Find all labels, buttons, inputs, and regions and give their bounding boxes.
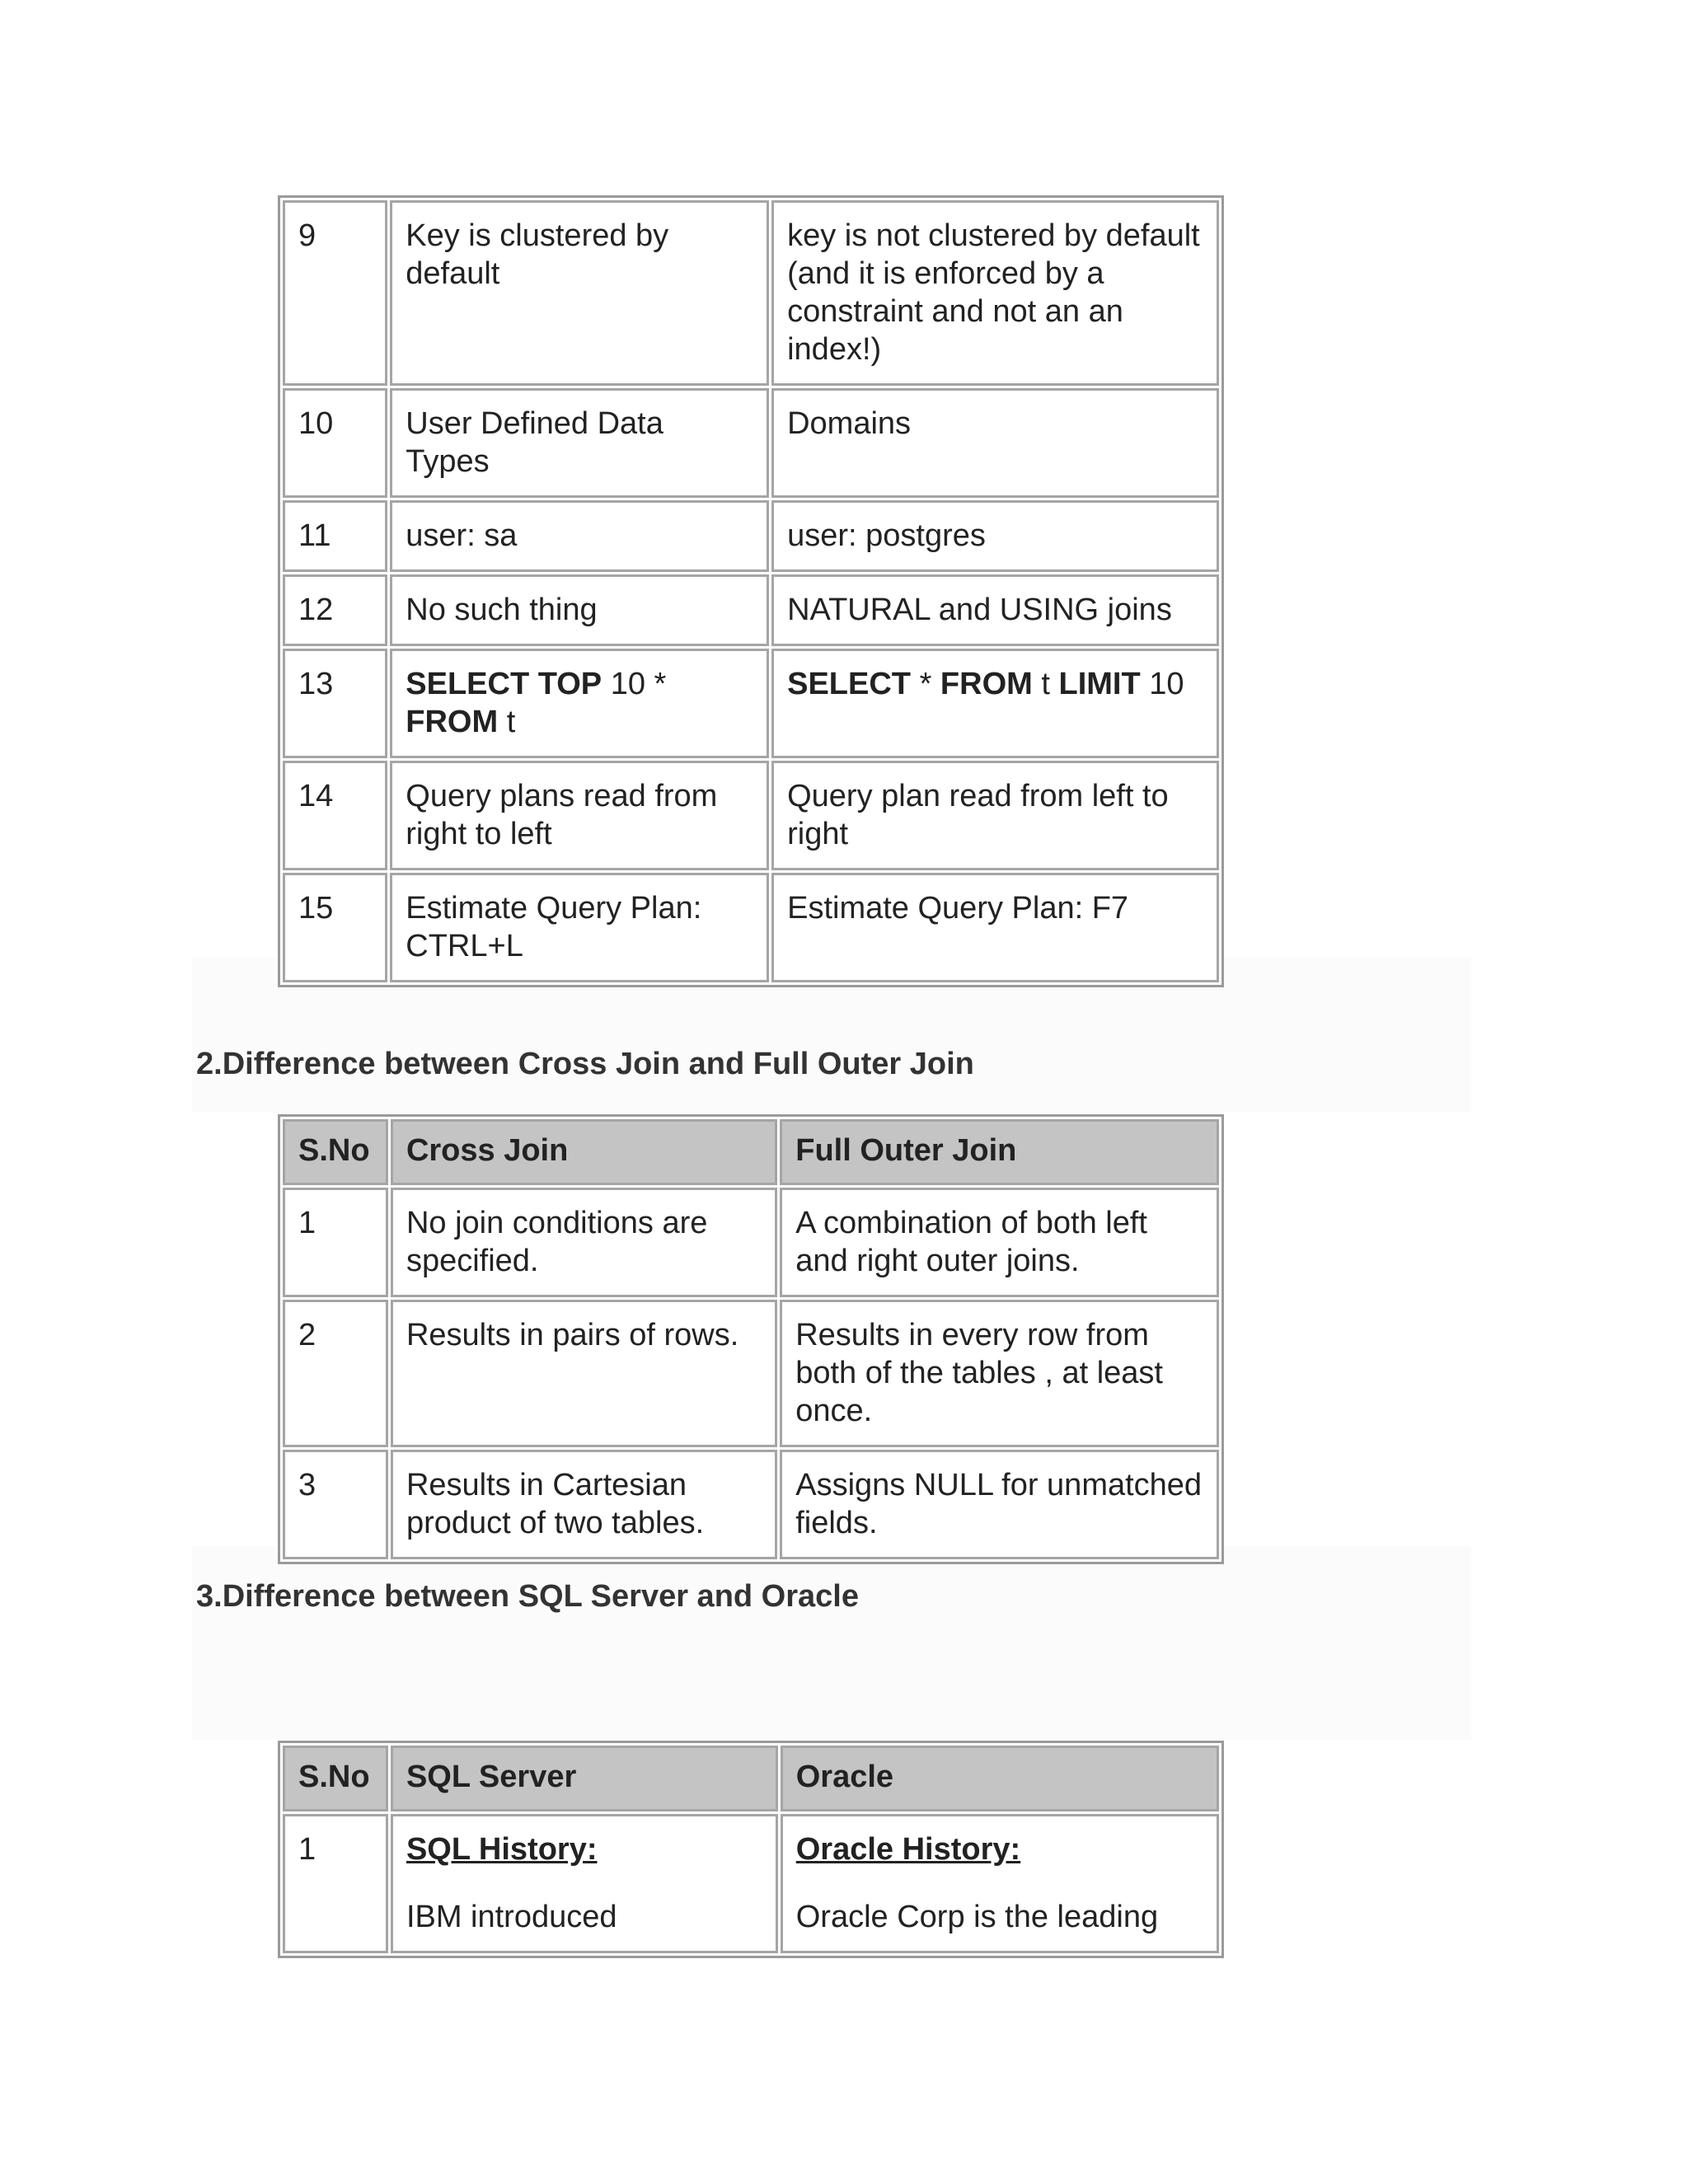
cross-join-vs-full-outer-join-table xyxy=(278,1114,1224,1564)
cell-sqlserver: Estimate Query Plan: CTRL+L xyxy=(390,873,769,982)
code-text: 10 * xyxy=(602,667,667,701)
section2-heading: 2.Difference between Cross Join and Full Outer Join xyxy=(196,1047,974,1081)
table-row xyxy=(283,388,1219,498)
code-keyword: FROM xyxy=(940,667,1033,701)
table-row xyxy=(283,873,1219,982)
cell-sqlserver: Query plans read from right to left xyxy=(390,761,769,870)
cell-sqlserver: user: sa xyxy=(390,500,769,572)
column-header: S.No xyxy=(283,1746,388,1811)
code-keyword: SELECT xyxy=(787,667,912,701)
row-number: 15 xyxy=(283,873,387,982)
column-header: Cross Join xyxy=(391,1119,777,1185)
row-number: 14 xyxy=(283,761,387,870)
cell-full-outer-join: Results in every row from both of the tables , at least once. xyxy=(780,1300,1219,1447)
comparison-table-continued xyxy=(278,195,1224,987)
section3-heading: 3.Difference between SQL Server and Oracle xyxy=(196,1579,859,1614)
oracle-history-text: Oracle Corp is the leading xyxy=(795,1900,1159,1934)
cell-cross-join: No join conditions are specified. xyxy=(391,1188,777,1297)
cell-postgres: user: postgres xyxy=(771,500,1219,572)
header-row xyxy=(283,1746,1219,1811)
section3-band xyxy=(192,1546,1471,1740)
column-header: SQL Server xyxy=(391,1746,778,1811)
column-header: Full Outer Join xyxy=(780,1119,1219,1185)
cell-sqlserver: Key is clustered by default xyxy=(390,200,769,386)
code-text: t xyxy=(498,705,516,739)
cell-postgres: Query plan read from left to right xyxy=(771,761,1219,870)
code-text: 10 xyxy=(1140,667,1184,701)
code-text: * xyxy=(911,667,940,701)
cell-postgres: Estimate Query Plan: F7 xyxy=(771,873,1219,982)
cell-cross-join: Results in Cartesian product of two tables. xyxy=(391,1450,777,1559)
row-number: 1 xyxy=(283,1814,388,1953)
row-number: 9 xyxy=(283,200,387,386)
table-row xyxy=(283,649,1219,758)
row-number: 13 xyxy=(283,649,387,758)
cell-cross-join: Results in pairs of rows. xyxy=(391,1300,777,1447)
cell-oracle xyxy=(781,1814,1219,1953)
cell-full-outer-join: A combination of both left and right outer joins. xyxy=(780,1188,1219,1297)
cell-postgres-code xyxy=(771,649,1219,758)
sqlserver-vs-oracle-table xyxy=(278,1741,1224,1958)
row-number: 11 xyxy=(283,500,387,572)
code-keyword: SELECT TOP xyxy=(406,667,603,701)
table-row xyxy=(283,1300,1219,1447)
cell-sqlserver xyxy=(391,1814,778,1953)
row-number: 12 xyxy=(283,574,387,646)
cell-postgres: Domains xyxy=(771,388,1219,498)
header-row xyxy=(283,1119,1219,1185)
row-number: 10 xyxy=(283,388,387,498)
table-row xyxy=(283,1814,1219,1953)
row-number: 1 xyxy=(283,1188,388,1297)
cell-postgres: NATURAL and USING joins xyxy=(771,574,1219,646)
cell-sqlserver-code xyxy=(390,649,769,758)
table-row xyxy=(283,500,1219,572)
sql-history-title: SQL History: xyxy=(406,1832,598,1867)
column-header: S.No xyxy=(283,1119,388,1185)
row-number: 2 xyxy=(283,1300,388,1447)
cell-sqlserver: User Defined Data Types xyxy=(390,388,769,498)
table-row xyxy=(283,1450,1219,1559)
oracle-history-title: Oracle History: xyxy=(795,1832,1021,1867)
row-number: 3 xyxy=(283,1450,388,1559)
sql-history-text: IBM introduced xyxy=(406,1900,617,1934)
table-row xyxy=(283,761,1219,870)
cell-full-outer-join: Assigns NULL for unmatched fields. xyxy=(780,1450,1219,1559)
cell-sqlserver: No such thing xyxy=(390,574,769,646)
code-text: t xyxy=(1032,667,1059,701)
table-row xyxy=(283,1188,1219,1297)
code-keyword: FROM xyxy=(406,705,499,739)
column-header: Oracle xyxy=(781,1746,1219,1811)
cell-postgres: key is not clustered by default (and it is enforced by a constraint and not an an index!) xyxy=(771,200,1219,386)
table-row xyxy=(283,574,1219,646)
table-row xyxy=(283,200,1219,386)
code-keyword: LIMIT xyxy=(1058,667,1141,701)
